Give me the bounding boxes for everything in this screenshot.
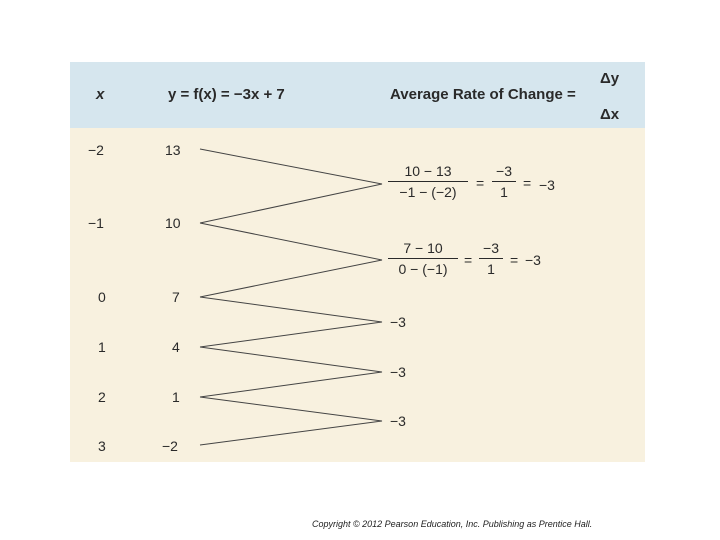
copyright-notice: Copyright © 2012 Pearson Education, Inc. Publishing as Prentice Hall. — [312, 519, 593, 529]
connector-lines — [70, 62, 645, 462]
rate-fraction — [492, 163, 516, 200]
x-column-header: x — [96, 86, 105, 103]
fraction-numerator: 10 − 13 — [404, 163, 452, 179]
rate-result: −3 — [390, 314, 406, 330]
rate-fraction — [388, 240, 458, 277]
y-value: −2 — [162, 438, 178, 454]
equals-sign: = — [523, 175, 532, 191]
rate-result: −3 — [390, 364, 406, 380]
x-value: 3 — [98, 438, 106, 454]
fraction-denominator: 1 — [487, 261, 495, 277]
fraction-numerator: −3 — [483, 240, 499, 256]
rate-column-header: Average Rate of Change = — [390, 86, 576, 103]
y-value: 7 — [172, 289, 180, 305]
rate-fraction — [388, 163, 468, 200]
function-column-header: y = f(x) = −3x + 7 — [168, 86, 285, 103]
fraction-denominator: 0 − (−1) — [398, 261, 448, 277]
x-value: 1 — [98, 339, 106, 355]
x-value: 2 — [98, 389, 106, 405]
rate-result: −3 — [390, 413, 406, 429]
rate-result: −3 — [525, 252, 541, 268]
x-value: −2 — [88, 142, 104, 158]
y-value: 4 — [172, 339, 180, 355]
fraction-numerator: −3 — [496, 163, 512, 179]
delta-y-label: Δy — [600, 70, 620, 87]
y-value: 1 — [172, 389, 180, 405]
delta-x-label: Δx — [600, 106, 620, 123]
equals-sign: = — [464, 252, 473, 268]
x-value: −1 — [88, 215, 104, 231]
rate-result: −3 — [539, 177, 555, 193]
connector-line — [200, 149, 382, 223]
connector-line — [200, 397, 382, 445]
fraction-numerator: 7 − 10 — [403, 240, 443, 256]
connector-line — [200, 223, 382, 297]
fraction-denominator: 1 — [500, 184, 508, 200]
connector-line — [200, 347, 382, 397]
y-value: 10 — [165, 215, 181, 231]
y-value: 13 — [165, 142, 181, 158]
equals-sign: = — [476, 175, 485, 191]
fraction-denominator: −1 − (−2) — [399, 184, 457, 200]
equals-sign: = — [510, 252, 519, 268]
x-value: 0 — [98, 289, 106, 305]
rate-of-change-table — [70, 62, 645, 462]
connector-line — [200, 297, 382, 347]
rate-fraction — [479, 240, 503, 277]
